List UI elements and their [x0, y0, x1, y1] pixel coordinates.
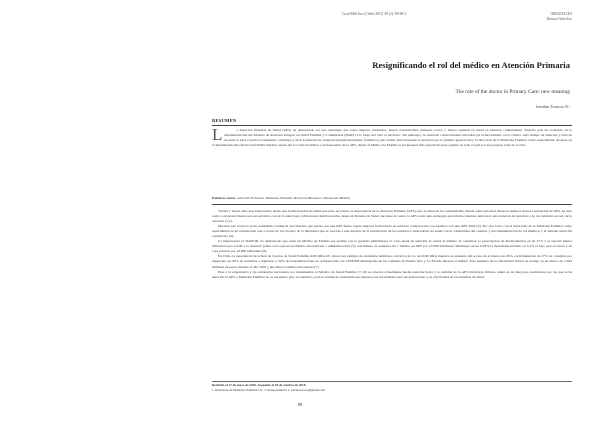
article-subtitle: The role of the doctor in Primary Care: new meaning [455, 89, 570, 95]
abstract-heading: RESUMEN [212, 118, 237, 123]
body-paragraph: Pese a la experiencia y las estrategias nacionales por implementar al Médico de Salud Familiar (7-10) se observa actualmente hecha atención hacia y la realidad de la APS municipal chilena, quien en las mayores condiciones por las que se ha derivado la APS y Medicina Familiar no se encuentra para los médicos, para la evidencia acumulada que muestra sus necesidades para las poblaciones y su efectividad en los sistemas de salud. [212, 269, 572, 279]
body-paragraph: Durante este trayecto se ha acumulado evidencia que muestra que países con una APS fuerte logran mejores indicadores en salud en comparación con aquellos con una APS débil (3). Por otro lado, con el desarrollo de la Medicina Familiar como especialidad se ha evidenciado que a través de los propios de la disciplina que se asocian a una mejoría de la satisfacción de los usuarios e indicadores de salud con la continuidad del cuidado y una humanización de los médicos y el sistema salud del consultorio (4). [212, 224, 572, 239]
author-affiliation: 1. Residente de Medicina Familiar UC. Correspondencia a: jonatroncoso@gmail.com [212, 387, 325, 392]
keywords-label: Palabras claves: [212, 196, 237, 200]
article-body [212, 209, 572, 280]
journal-citation: Cuad Méd Soc (Chile) 2018, 58 (1): 89-96-2 [342, 12, 407, 16]
page-number: 89 [297, 402, 303, 407]
keywords [212, 196, 572, 201]
body-paragraph: La importancia es MAYOR, ha demostrado que tener un Médico de Familia sea posible con la garantía (disminuya) el costo anual de atención de salud, el número de consultas, la prescripción de medicamentos en un 27% y se reportó menor dificultad para acudir a la atención (entre otros que un problema, intervención o administración) (5). Así mismo, el aumento del 1 médico en APS por 10.000 habitantes disminuyó en un 0,28% la mortalidad infantil, en 5,2% el bajo peso al nacer y en 1,44 eventos por 10.000 habitantes (6). [212, 239, 572, 254]
section-label: ORIGINALES [550, 12, 572, 16]
footnote-rule [212, 381, 572, 382]
section-sublabel: Destaca Aína Sxx [546, 16, 572, 21]
abstract [212, 125, 572, 200]
body-paragraph: En Chile, la experiencia de la Red de Centros de Salud Familiar ANCORA UC obtuvo un ejemplo de resultados similares a nivel local. La red ANCORA muestra un aumento del acceso de al menos un 26%, en disminución de 27% de consultas por urgencias, un 30% de consultas a urgencias y 30% de hospitalizaciones en comparación con CESFAM municipales de las comunas de Puente Alto y La Florida durante el mismo. Este aumento de la efectividad clínica se tradujo en un ahorro de 1.693 millones de pesos durante el año 2010 y una mayor satisfacción usuaria (7). [212, 254, 572, 269]
abstract-top-rule [212, 125, 572, 126]
abstract-text [212, 125, 572, 148]
body-paragraph: Treinta y nueve años han transcurrido desde que la Declaración de Alma Ata puso en relieve la importancia de la Atención Primaria (APS) para la salud de las comunidades. Desde aquel entonces diversos tiempos hasta la prestación de APS, ha sido como a atravesar básicas en sus servicios con de la salud para poblaciones desfavorecidas, hasta un Sistema de Salud que tiene al centro la APS como una estrategia que brinda cobertura universal, una atención de atención y de los cuidados en red, de la atención (1,2). [212, 209, 572, 224]
section-tag [546, 12, 572, 22]
keywords-list: Atención Primaria, Medicina Familiar, Recursos Humanos, Educación Médica. [237, 196, 351, 200]
article-title: Resignificando el rol del médico en Atención Primaria [372, 60, 570, 70]
abstract-dropcap: L [212, 125, 223, 144]
footnotes [212, 383, 572, 392]
abstract-bottom-rule [212, 204, 572, 205]
received-dates: Recibido el 17 de mayo de 2018. Aceptado el 04 de octubre de 2018. [212, 383, 307, 387]
abstract-body: a Atención Primaria de Salud (APS) ha demostrado ser una estrategia que logra mejores resultados, mayor resolutividad, menores costos y mayor equidad en salud en nuestras comunidades. Nuestro país ha avanzado en la implementación del Modelo de Atención Integral en Salud Familiar y Comunitaria (MAIS) a lo largo del todo el territorio. Sin embargo, se observan condicionantes laborales (el reduccionismo en lo clínico, bajo tiempo de atención y falta de incentivos para el perfeccionamiento continuo) y de la formación de pregrado (hospitalcentrismo formativo) que actúan distorsionando la atención por la primera generación y la dirección de la Medicina Familiar como especialidad. Avanzar en la implementación efectiva del MAIS implica, desde del rol como hombres y profesionales de la APS, dando al Médico de Familia el profesional más capacitado para aquello en todo el país por sus propios roles de acción. [212, 128, 572, 148]
article-author: Jonathan Troncoso R.¹ [535, 105, 570, 109]
